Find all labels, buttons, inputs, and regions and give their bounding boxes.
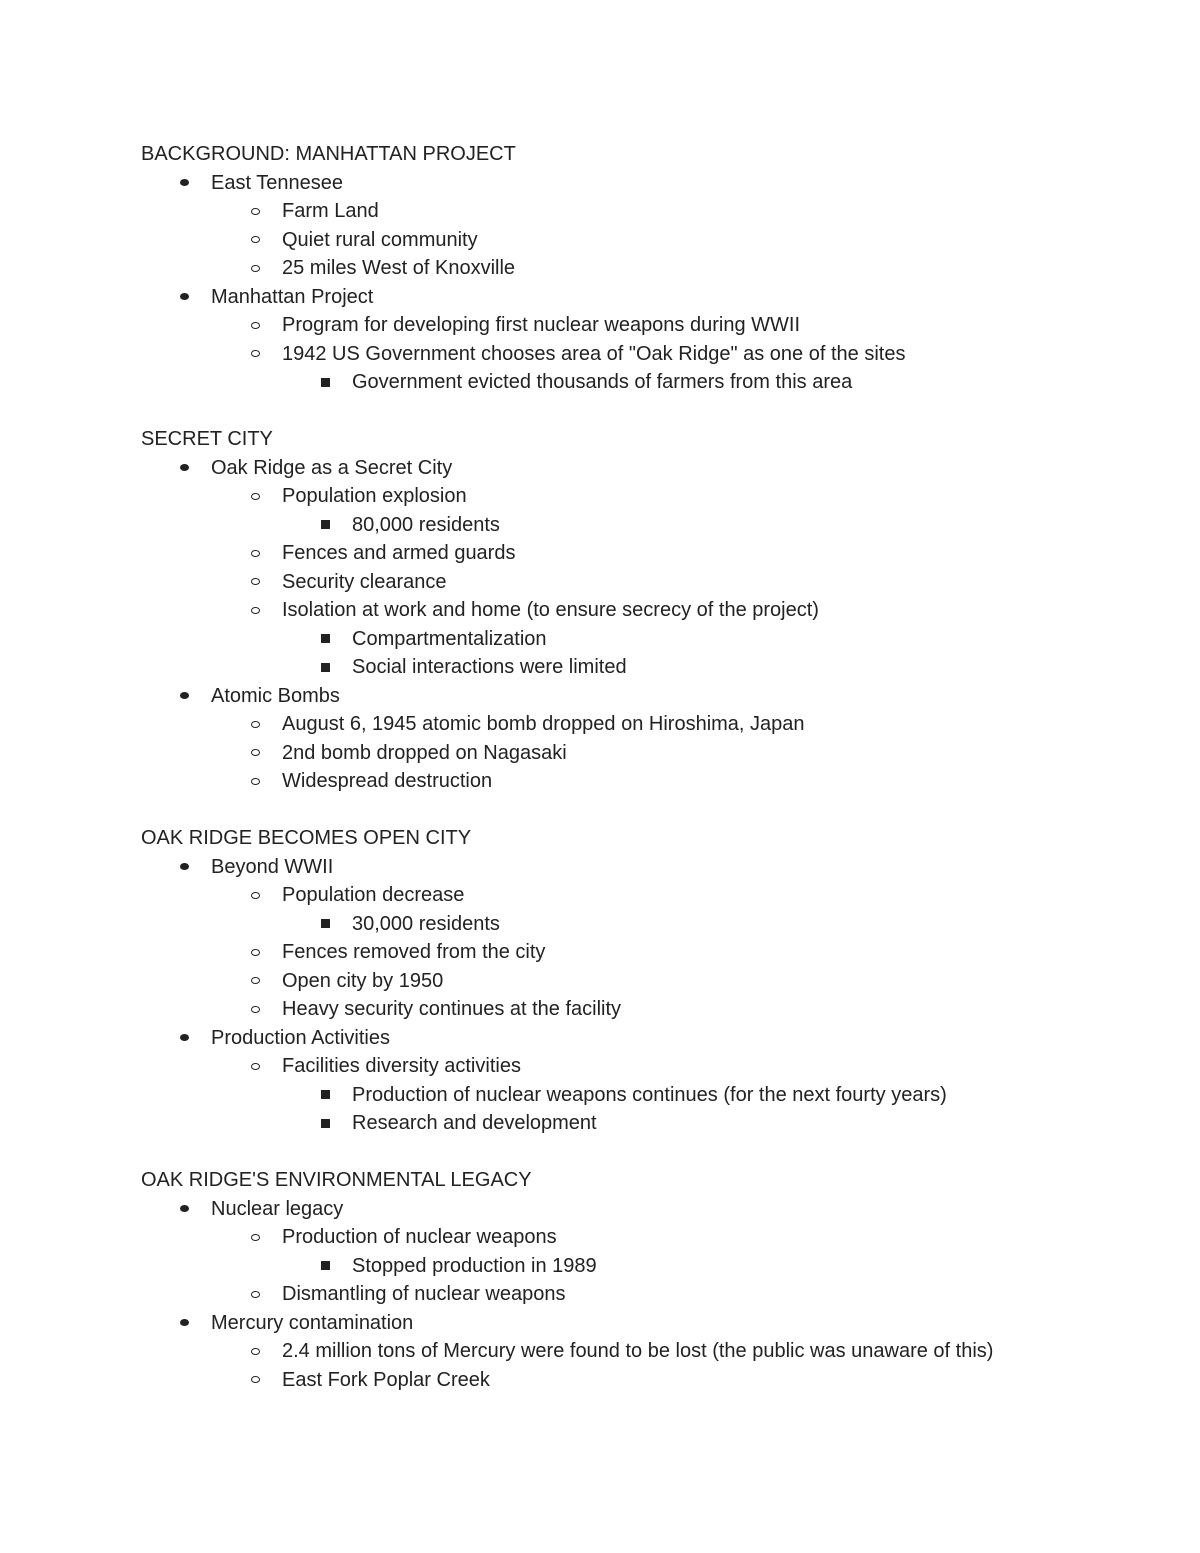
bullet-circle-icon bbox=[246, 1366, 264, 1395]
bullet-circle-icon bbox=[246, 995, 264, 1024]
bullet-circle-icon bbox=[246, 938, 264, 967]
bullet-dot-icon bbox=[175, 853, 193, 882]
list-item-text: Farm Land bbox=[282, 200, 379, 222]
list-item-level-1 bbox=[141, 1309, 1141, 1338]
bullet-dot-icon bbox=[175, 1024, 193, 1053]
list-item-text: Compartmentalization bbox=[352, 627, 547, 650]
list-item-level-2 bbox=[141, 967, 1141, 996]
list-item-level-2 bbox=[141, 568, 1141, 597]
bullet-circle-icon bbox=[246, 710, 264, 739]
list-item-text: 2nd bomb dropped on Nagasaki bbox=[282, 741, 567, 764]
list-item-text: Fences removed from the city bbox=[282, 941, 546, 963]
bullet-square-icon bbox=[316, 1081, 334, 1110]
bullet-circle-icon bbox=[246, 539, 264, 568]
list-item-level-2 bbox=[141, 311, 1141, 340]
list-item-level-2 bbox=[141, 539, 1141, 568]
bullet-dot-icon bbox=[175, 1309, 193, 1338]
list-item-text: Fences and armed guards bbox=[282, 542, 516, 564]
bullet-square-icon bbox=[316, 368, 334, 397]
list-item-text: Widespread destruction bbox=[282, 770, 493, 792]
bullet-circle-icon bbox=[246, 482, 264, 511]
list-item-level-3 bbox=[141, 910, 1141, 939]
bullet-circle-icon bbox=[246, 967, 264, 996]
list-item-level-1 bbox=[141, 454, 1141, 483]
outline-section bbox=[141, 140, 1141, 397]
list-item-text: East Fork Poplar Creek bbox=[282, 1368, 490, 1391]
bullet-circle-icon bbox=[246, 1223, 264, 1252]
list-item-text: Beyond WWII bbox=[211, 855, 334, 878]
bullet-square-icon bbox=[316, 625, 334, 654]
list-item-level-2 bbox=[141, 995, 1141, 1024]
list-item-level-2 bbox=[141, 596, 1141, 625]
list-item-level-3 bbox=[141, 511, 1141, 540]
bullet-circle-icon bbox=[246, 1337, 264, 1366]
list-item-text: 25 miles West of Knoxville bbox=[282, 257, 516, 279]
list-item-text: Manhattan Project bbox=[211, 285, 374, 308]
list-item-text: Production Activities bbox=[211, 1026, 390, 1049]
list-item-level-1 bbox=[141, 283, 1141, 312]
bullet-circle-icon bbox=[246, 254, 264, 283]
list-item-text: 30,000 residents bbox=[352, 912, 500, 935]
list-item-level-3 bbox=[141, 625, 1141, 654]
list-item-level-2 bbox=[141, 767, 1141, 796]
list-item-text: August 6, 1945 atomic bomb dropped on Hiroshima, Japan bbox=[282, 713, 805, 735]
section-heading: OAK RIDGE BECOMES OPEN CITY bbox=[141, 827, 472, 849]
bullet-dot-icon bbox=[175, 1195, 193, 1224]
list-item-level-1 bbox=[141, 682, 1141, 711]
list-item-level-2 bbox=[141, 197, 1141, 226]
bullet-circle-icon bbox=[246, 568, 264, 597]
list-item-text: Dismantling of nuclear weapons bbox=[282, 1283, 566, 1305]
list-item-level-2 bbox=[141, 938, 1141, 967]
bullet-circle-icon bbox=[246, 340, 264, 369]
bullet-circle-icon bbox=[246, 197, 264, 226]
list-item-level-1 bbox=[141, 1024, 1141, 1053]
list-item-text: Quiet rural community bbox=[282, 228, 478, 251]
bullet-square-icon bbox=[316, 511, 334, 540]
list-item-text: Isolation at work and home (to ensure secrecy of the project) bbox=[282, 599, 819, 621]
list-item-level-3 bbox=[141, 368, 1141, 397]
list-item-text: Open city by 1950 bbox=[282, 969, 444, 992]
outline-section bbox=[141, 425, 1141, 796]
bullet-circle-icon bbox=[246, 311, 264, 340]
bullet-square-icon bbox=[316, 653, 334, 682]
list-item-text: Production of nuclear weapons bbox=[282, 1226, 557, 1248]
document-page bbox=[141, 140, 1141, 1394]
list-item-text: Heavy security continues at the facility bbox=[282, 998, 622, 1020]
list-item-level-2 bbox=[141, 482, 1141, 511]
section-heading: BACKGROUND: MANHATTAN PROJECT bbox=[141, 143, 516, 165]
bullet-dot-icon bbox=[175, 169, 193, 198]
list-item-level-2 bbox=[141, 1366, 1141, 1395]
list-item-level-2 bbox=[141, 881, 1141, 910]
list-item-text: Oak Ridge as a Secret City bbox=[211, 456, 453, 479]
bullet-circle-icon bbox=[246, 881, 264, 910]
list-item-level-2 bbox=[141, 710, 1141, 739]
bullet-dot-icon bbox=[175, 454, 193, 483]
bullet-dot-icon bbox=[175, 682, 193, 711]
outline-section bbox=[141, 1166, 1141, 1394]
bullet-square-icon bbox=[316, 1109, 334, 1138]
list-item-level-2 bbox=[141, 1223, 1141, 1252]
bullet-circle-icon bbox=[246, 739, 264, 768]
list-item-level-3 bbox=[141, 1109, 1141, 1138]
list-item-level-2 bbox=[141, 226, 1141, 255]
list-item-text: Nuclear legacy bbox=[211, 1197, 344, 1220]
bullet-square-icon bbox=[316, 1252, 334, 1281]
bullet-dot-icon bbox=[175, 283, 193, 312]
list-item-level-1 bbox=[141, 169, 1141, 198]
list-item-text: Government evicted thousands of farmers from this area bbox=[352, 371, 853, 393]
list-item-text: Research and development bbox=[352, 1112, 597, 1134]
list-item-text: Facilities diversity activities bbox=[282, 1055, 521, 1077]
bullet-circle-icon bbox=[246, 596, 264, 625]
list-item-text: 2.4 million tons of Mercury were found to be lost (the public was unaware of this) bbox=[282, 1340, 994, 1362]
bullet-square-icon bbox=[316, 910, 334, 939]
bullet-circle-icon bbox=[246, 1280, 264, 1309]
list-item-text: Social interactions were limited bbox=[352, 656, 627, 678]
list-item-level-3 bbox=[141, 1081, 1141, 1110]
section-heading: OAK RIDGE'S ENVIRONMENTAL LEGACY bbox=[141, 1169, 532, 1191]
list-item-text: Security clearance bbox=[282, 570, 447, 593]
list-item-level-3 bbox=[141, 1252, 1141, 1281]
list-item-text: Mercury contamination bbox=[211, 1311, 414, 1334]
bullet-circle-icon bbox=[246, 767, 264, 796]
list-item-level-2 bbox=[141, 1280, 1141, 1309]
list-item-text: 80,000 residents bbox=[352, 513, 500, 536]
list-item-text: Atomic Bombs bbox=[211, 684, 340, 707]
list-item-text: East Tennesee bbox=[211, 171, 343, 194]
list-item-level-2 bbox=[141, 739, 1141, 768]
bullet-circle-icon bbox=[246, 226, 264, 255]
section-heading: SECRET CITY bbox=[141, 428, 273, 450]
list-item-text: Production of nuclear weapons continues (for the next fourty years) bbox=[352, 1083, 947, 1106]
list-item-level-2 bbox=[141, 254, 1141, 283]
list-item-level-2 bbox=[141, 340, 1141, 369]
list-item-text: Population explosion bbox=[282, 485, 467, 507]
list-item-level-1 bbox=[141, 1195, 1141, 1224]
list-item-text: Program for developing first nuclear weapons during WWII bbox=[282, 314, 801, 336]
list-item-level-1 bbox=[141, 853, 1141, 882]
list-item-level-2 bbox=[141, 1052, 1141, 1081]
bullet-circle-icon bbox=[246, 1052, 264, 1081]
list-item-level-2 bbox=[141, 1337, 1141, 1366]
list-item-text: 1942 US Government chooses area of "Oak Ridge" as one of the sites bbox=[282, 342, 906, 365]
list-item-text: Population decrease bbox=[282, 884, 465, 906]
list-item-text: Stopped production in 1989 bbox=[352, 1254, 597, 1277]
outline-section bbox=[141, 824, 1141, 1138]
list-item-level-3 bbox=[141, 653, 1141, 682]
